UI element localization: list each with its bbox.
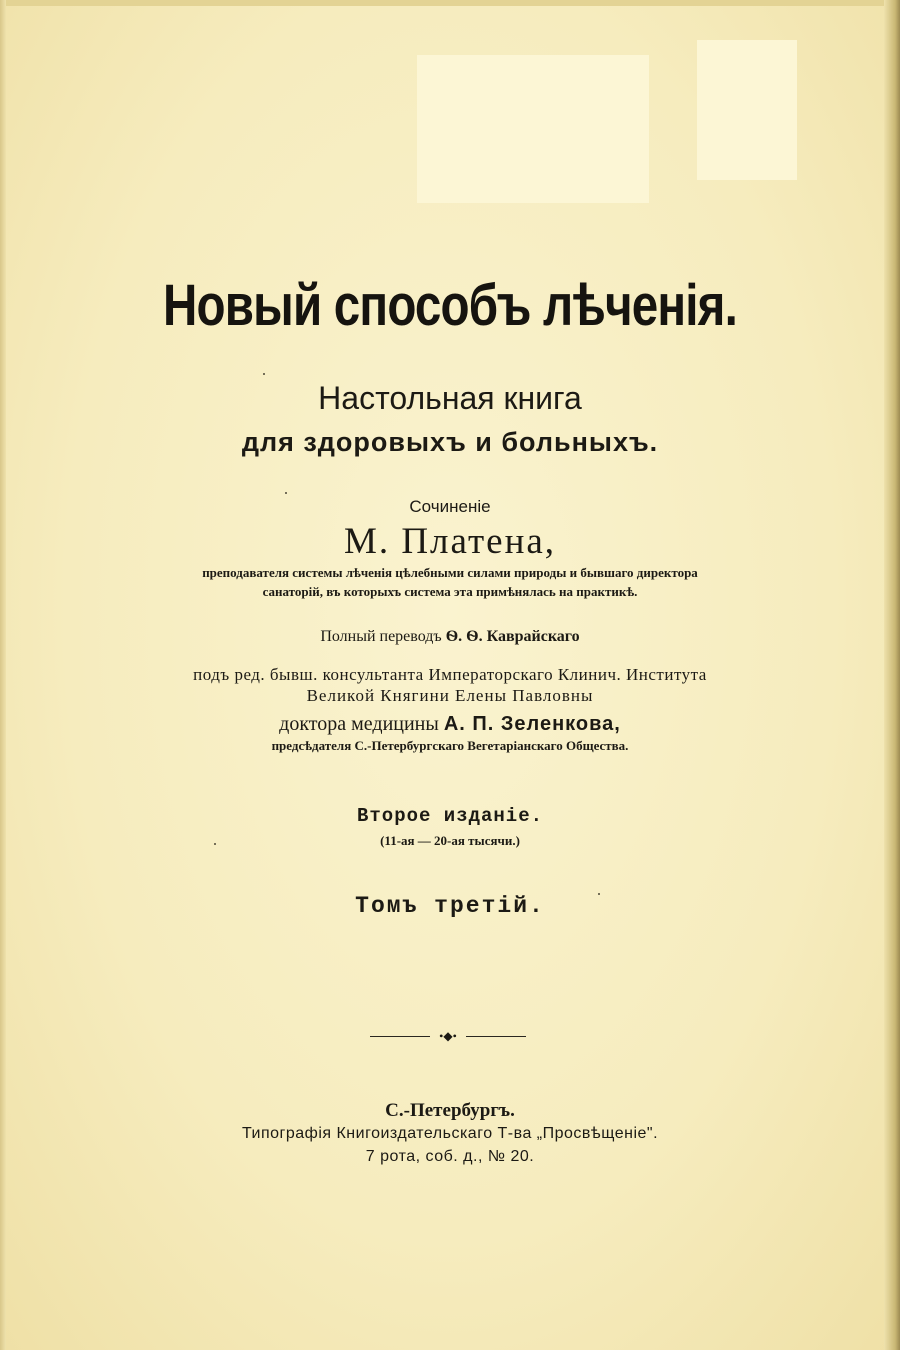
author-description-line-2: санаторій, въ которыхъ система эта примѣнялась на практикѣ. (262, 584, 638, 599)
translation-credit (0, 628, 900, 646)
imprint-city: С.-Петербургъ. (385, 1100, 515, 1121)
translator-name: Ѳ. Ѳ. Каврайскаго (445, 628, 580, 645)
editor-name: А. П. Зеленкова, (443, 713, 621, 735)
editor-title: доктора медицины (279, 713, 439, 735)
book-title: Новый способъ лѣченія. (163, 273, 737, 338)
volume-label: Томъ третій. (355, 893, 545, 919)
edition-print-run: (11-ая — 20-ая тысячи.) (380, 833, 520, 848)
paper-patch (417, 55, 649, 203)
ornament-line-left (370, 1036, 430, 1037)
editor-line-1: подъ ред. бывш. консультанта Императорскаго Клинич. Института (193, 665, 707, 684)
paper-patch (697, 40, 797, 180)
editor-line-2: Великой Княгини Елены Павловны (306, 686, 594, 705)
editor-line-3 (0, 713, 900, 736)
paper-speck (285, 492, 287, 494)
ornament-flourish-icon: •◆• (439, 1029, 457, 1043)
paper-speck (214, 843, 216, 845)
ornament-line-right (466, 1036, 526, 1037)
translation-prefix: Полный переводъ (320, 628, 442, 645)
subtitle-line-2: для здоровыхъ и больныхъ. (241, 427, 659, 457)
imprint-press: Типографія Книгоиздательскаго Т-ва „Просвѣщеніе". (241, 1125, 659, 1142)
ornament-divider (370, 1030, 526, 1042)
paper-speck (263, 373, 265, 375)
paper-speck (598, 893, 600, 895)
author-name: М. Платена, (343, 521, 557, 562)
author-description-line-1: преподавателя системы лѣченія цѣлебными силами природы и бывшаго директора (202, 565, 698, 580)
editor-line-4: предсѣдателя С.-Петербургскаго Вегетаріанскаго Общества. (271, 738, 629, 753)
edition-label: Второе изданіе. (356, 805, 544, 827)
subtitle-line-1: Настольная книга (318, 380, 582, 416)
author-label: Сочиненіе (409, 497, 491, 516)
page-edge-top (0, 0, 900, 6)
imprint-address: 7 рота, соб. д., № 20. (365, 1148, 535, 1165)
